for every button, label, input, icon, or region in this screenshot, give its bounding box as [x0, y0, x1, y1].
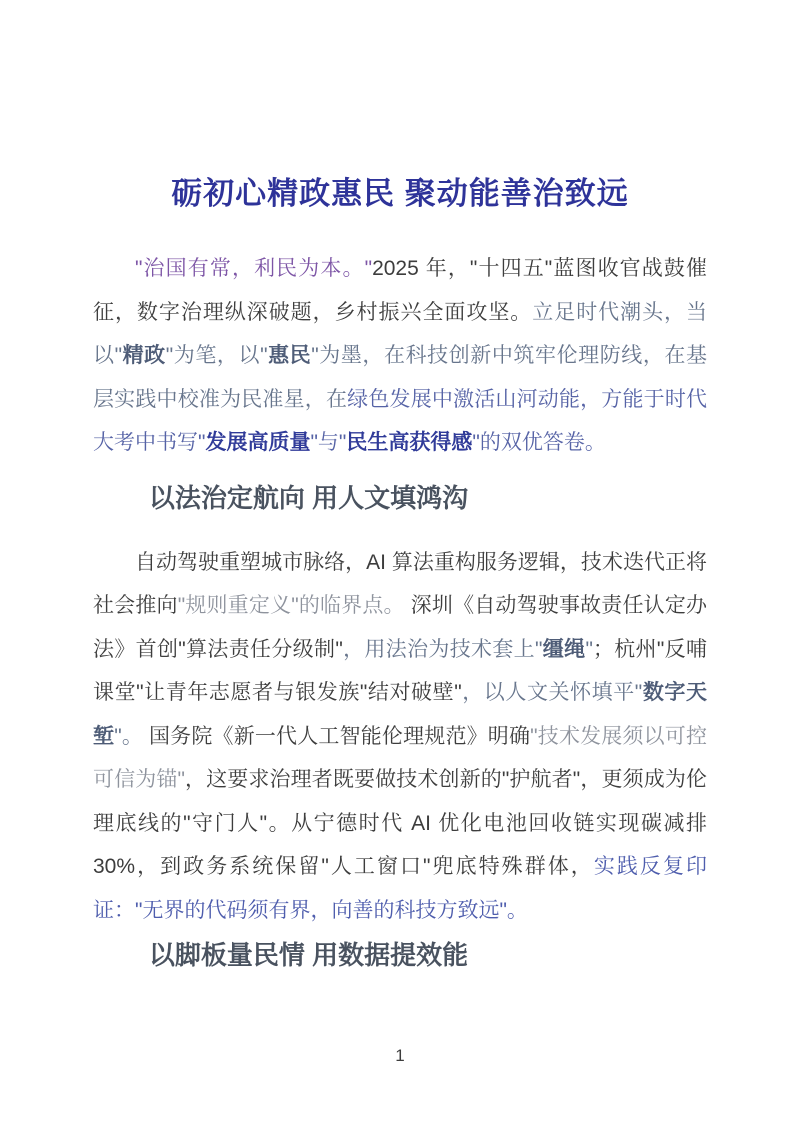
text-run: 精政 [122, 344, 166, 367]
text-run: 民生高获得感 [346, 431, 473, 454]
text-run: 立足时代潮头，当以" [93, 300, 708, 367]
text-run: ；杭州"反哺课堂"让青年志愿者与银发族"结对破壁" [93, 637, 707, 704]
text-run: 实践反复印证："无界的代码须有界，向善的科技方致远"。 [93, 855, 707, 922]
text-run: ，以人文关怀填平" [461, 681, 643, 704]
text-run: "。 [114, 724, 143, 748]
section-heading-h1: 以法治定航向 用人文填鸿沟 [148, 482, 469, 513]
text-run: ，用法治为技术套上" [342, 637, 543, 661]
text-run: 惠民 [267, 344, 312, 367]
text-run: "为墨，在科技创新中筑牢伦理防线，在基层实践中校准为民准星，在 [93, 344, 707, 411]
text-run: 绿色发展中激活山河动能，方能于时代大考中书写" [93, 387, 708, 454]
page-number: 1 [395, 1046, 405, 1065]
text-run: "技术发展须以可控可信为锚" [93, 724, 707, 791]
text-run: 缰绳 [542, 637, 586, 661]
text-run: ，这要求治理者既要做技术创新的"护航者"，更须成为伦理底线的"守门人"。从宁德时代 AI 优化电池回收链实现碳减排 30%，到政务系统保留"人工窗口"兜底特殊群体， [93, 768, 707, 878]
page-footer [0, 1046, 800, 1066]
section-heading-h2: 以脚板量民情 用数据提效能 [148, 940, 469, 970]
text-run: " [585, 637, 593, 661]
text-run: "治国有常，利民为本。" [135, 257, 373, 280]
text-run: 自动驾驶重塑城市脉络，AI 算法重构服务逻辑，技术迭代正将社会推向 [93, 550, 707, 617]
text-run: "为笔，以" [165, 344, 268, 367]
text-run: 发展高质量 [205, 431, 311, 454]
paragraph-p2 [93, 541, 707, 933]
text-run: 国务院《新一代人工智能伦理规范》明确 [143, 724, 531, 748]
paragraph-p1 [93, 247, 707, 465]
text-run: "与" [310, 431, 347, 454]
text-run: 2025 年，"十四五"蓝图收官战鼓催征，数字治理纵深破题，乡村振兴全面攻坚。 [93, 257, 707, 324]
document-body [93, 247, 707, 971]
text-run: "的双优答卷。 [472, 431, 606, 454]
text-run: "规则重定义"的临界点。 [177, 594, 405, 617]
document-content [0, 174, 800, 971]
document-title: 砺初心精政惠民 聚动能善治致远 [171, 176, 629, 211]
text-run: 深圳《自动驾驶事故责任认定办法》首创"算法责任分级制" [93, 594, 707, 661]
text-run: 数字天堑 [93, 681, 707, 748]
